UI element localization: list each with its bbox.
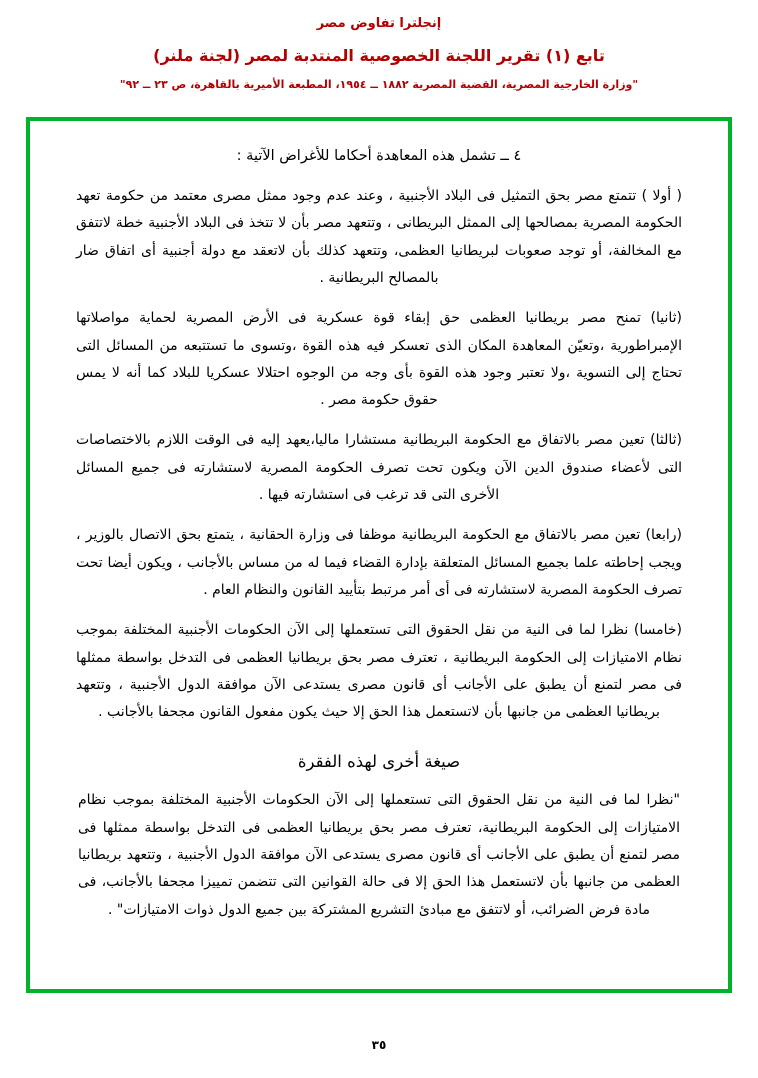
page-number: ٣٥ [371,1038,387,1052]
source-citation: "وزارة الخارجية المصرية، القضية المصرية ١٨٨٢ ــ ١٩٥٤، المطبعة الأميرية بالقاهرة، ص ٢٣ ــ ٩٢" [119,77,639,91]
book-title: إنجلترا تفاوض مصر [316,16,442,31]
content-body [30,121,728,989]
paragraph-first: ( أولا ) تتمتع مصر بحق التمثيل فى البلاد الأجنبية ، وعند عدم وجود ممثل مصرى معتمد من حكومة تعهد الحكومة المصرية بمصالحها إلى الممثل البريطانى ، وتتعهد مصر بأن لا تتخذ فى البلاد الأجنبية خطة لاتتفق مع المخالفة، أو توجد صعوبات لبريطانيا العظمى، وتتعهد كذلك بأن لاتعقد مع دولة أجنبية أى اتفاق ضار بالمصالح البريطانية . [76,188,682,286]
paragraph-fourth: (رابعا) تعين مصر بالاتفاق مع الحكومة البريطانية موظفا فى وزارة الحقانية ، يتمتع بحق الاتصال بالوزير ، ويجب إحاطته علما بجميع المسائل المتعلقة بإدارة القضاء فيما له من مساس بالأجانب ، ويكون أيضا تحت تصرف الحكومة المصرية لاستشارته فى أى أمر مرتبط بتأييد القانون والنظام العام . [76,527,682,598]
paragraph-third: (ثالثا) تعين مصر بالاتفاق مع الحكومة البريطانية مستشارا ماليا،يعهد إليه فى الوقت اللازم بالاختصاصات التى لأعضاء صندوق الدين الآن ويكون تحت تصرف الحكومة المصرية لاستشارته فى جميع المسائل الأخرى التى قد ترغب فى استشارته فيها . [76,432,682,504]
section-subheading: صيغة أخرى لهذه الفقرة [297,752,461,772]
content-frame [26,117,732,993]
paragraph-fifth: (خامسا) نظرا لما فى النية من نقل الحقوق التى تستعملها إلى الآن الحكومات الأجنبية المختلفة بموجب نظام الامتيازات إلى الحكومة البريطانية ، تعترف مصر بحق بريطانيا العظمى فى التدخل بواسطة ممثلها فى مصر لتمنع أن يطبق على الأجانب أى قانون مصرى يستدعى الآن موافقة الدول الأجنبية ، وتتعهد بريطانيا العظمى من جانبها بأن لاتستعمل هذا الحق إلا حيث يكون مفعول القانون مجحفا بالأجانب . [76,622,682,721]
document-title: تابع (١) تقرير اللجنة الخصوصية المنتدبة لمصر (لجنة ملنر) [153,45,605,65]
intro-line: ٤ ــ تشمل هذه المعاهدة أحكاما للأغراض الآتية : [236,148,522,164]
alternate-wording-quote: "نظرا لما فى النية من نقل الحقوق التى تستعملها إلى الآن الحكومات الأجنبية المختلفة بموجب نظام الامتيازات إلى الحكومة البريطانية، تعترف مصر بحق بريطانيا العظمى فى التدخل بواسطة ممثلها فى مصر لتمنع أن يطبق على الأجانب أى قانون مصرى يستدعى الآن موافقة الدول الأجنبية ، وتتعهد بريطانيا العظمى من جانبها بأن لاتستعمل هذا الحق إلا فى حالة القوانين التى تتضمن تمييزا مجحفا بالأجانب، فى مادة فرض الضرائب، أو لاتتفق مع مبادئ التشريع المشتركة بين جميع الدول ذوات الامتيازات" . [78,792,680,918]
page-header [0,0,758,93]
paragraph-second: (ثانيا) تمنح مصر بريطانيا العظمى حق إبقاء قوة عسكرية فى الأرض المصرية لحماية مواصلاتها الإمبراطورية ،وتعيّن المعاهدة المكان الذى تعسكر فيه هذه القوة ،وتسوى ما تستتبعه من المسائل التى تحتاج إلى التسوية ،ولا تعتبر وجود هذه القوة بأى وجه من الوجوه احتلالا عسكريا للبلاد كما أنه لا يمس حقوق حكومة مصر . [76,310,682,409]
